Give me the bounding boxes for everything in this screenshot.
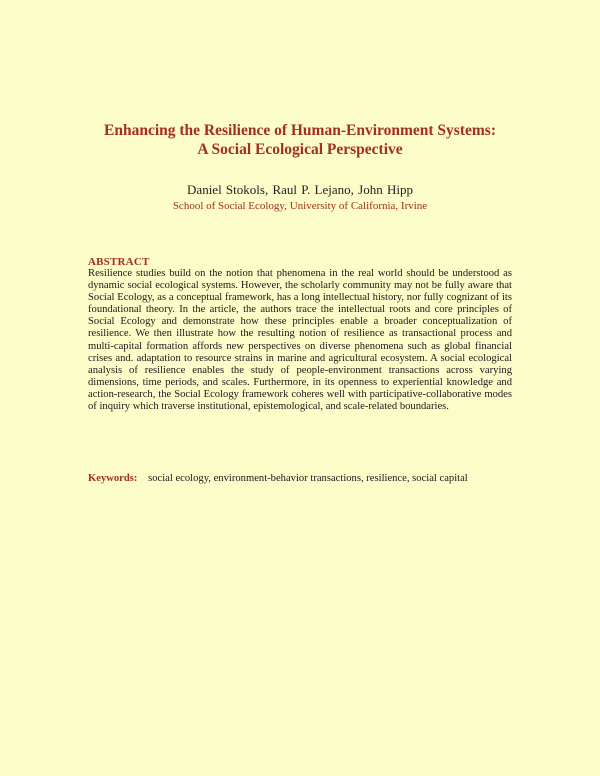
author-list: Daniel Stokols, Raul P. Lejano, John Hipp xyxy=(187,182,413,197)
paper-title xyxy=(0,121,600,159)
paper-title-line-2: A Social Ecological Perspective xyxy=(197,141,403,158)
keywords-line xyxy=(88,472,528,485)
keywords-text: social ecology, environment-behavior transactions, resilience, social capital xyxy=(148,473,468,484)
author-affiliation: School of Social Ecology, University of California, Irvine xyxy=(172,200,428,212)
abstract-text: Resilience studies build on the notion that phenomena in the real world should be understood as dynamic social ecological systems. However, the scholarly community may not be fully aware that Social Ecology, as a conceptual framework, has a long intellectual history, nor fully cognizant of its foundational theory. In the article, the authors trace the intellectual roots and core principles of Social Ecology and demonstrate how these principles enable a broader conceptualization of resilience. We then illustrate how the resulting notion of resilience as transactional process and multi-capital formation affords new perspectives on diverse phenomena such as global financial crises and. adaptation to resource strains in marine and agricultural ecosystem. A social ecological analysis of resilience enables the study of people-environment transactions across varying dimensions, time periods, and scales. Furthermore, in its openness to experiential knowledge and action-research, the Social Ecology framework coheres well with participative-collaborative modes of inquiry which traverse institutional, epistemological, and scale-related boundaries. xyxy=(88,268,512,413)
paper-title-line-1: Enhancing the Resilience of Human-Environment Systems: xyxy=(104,122,496,139)
abstract-heading: ABSTRACT xyxy=(88,256,150,268)
keywords-label: Keywords: xyxy=(88,473,138,484)
